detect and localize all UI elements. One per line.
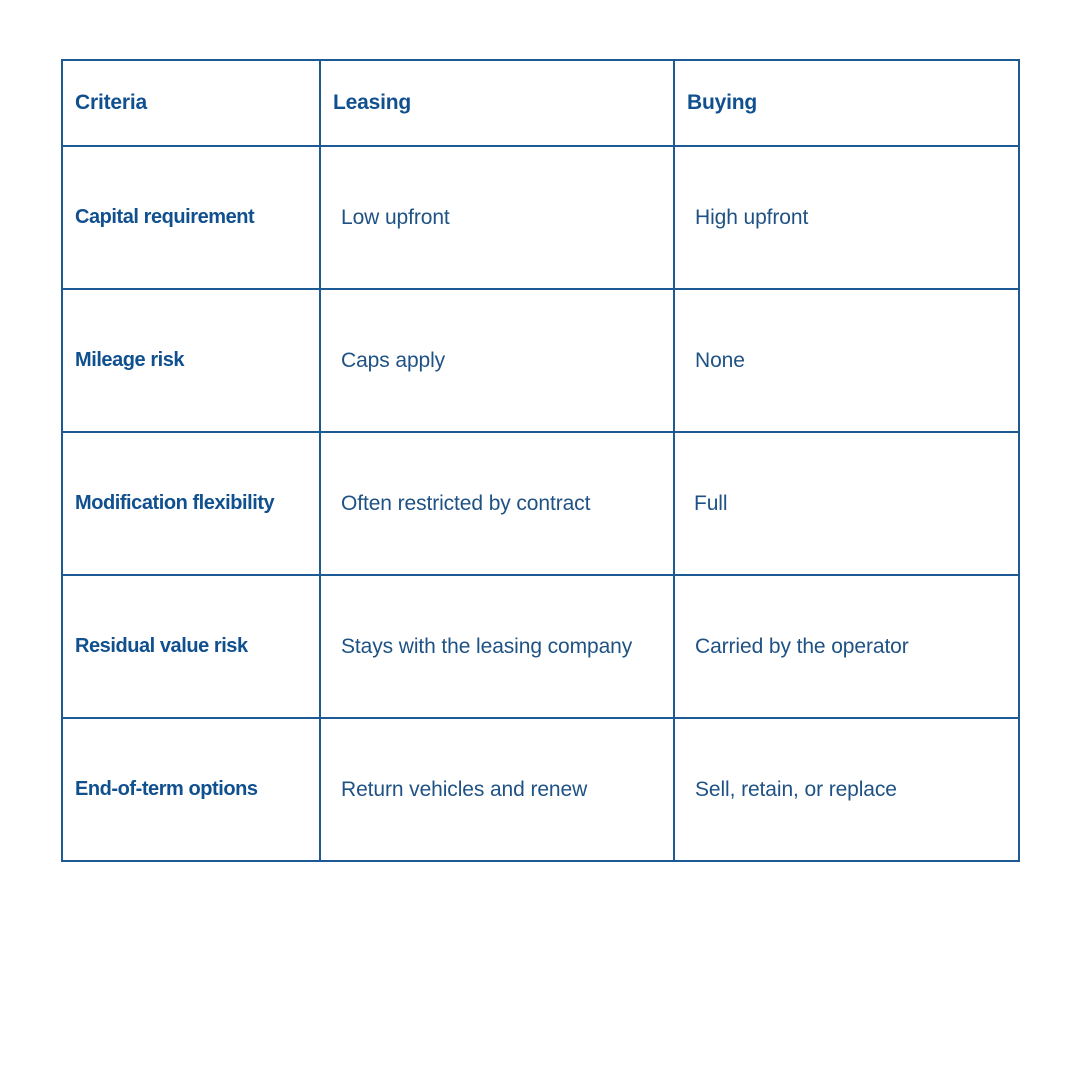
criteria-cell: [62, 718, 320, 861]
table-row: [62, 718, 1019, 861]
leasing-cell: [320, 718, 674, 861]
leasing-value: Stays with the leasing company: [341, 634, 633, 658]
column-header-leasing: [320, 60, 674, 146]
leasing-cell: [320, 575, 674, 718]
column-header-leasing-label: Leasing: [333, 91, 411, 115]
leasing-vs-buying-comparison-table: [61, 59, 1020, 862]
criteria-label: Modification flexibility: [75, 492, 275, 514]
buying-cell: [674, 146, 1019, 289]
buying-cell: [674, 289, 1019, 432]
criteria-cell: [62, 432, 320, 575]
buying-value: High upfront: [695, 205, 809, 229]
buying-value: Full: [694, 491, 728, 515]
table-row: [62, 146, 1019, 289]
column-header-criteria: [62, 60, 320, 146]
table-row: [62, 575, 1019, 718]
leasing-value: Often restricted by contract: [341, 491, 591, 515]
table-row: [62, 289, 1019, 432]
criteria-cell: [62, 289, 320, 432]
criteria-label: Residual value risk: [75, 635, 248, 657]
leasing-cell: [320, 146, 674, 289]
criteria-cell: [62, 575, 320, 718]
leasing-cell: [320, 432, 674, 575]
buying-value: None: [695, 348, 745, 372]
leasing-value: Return vehicles and renew: [341, 777, 588, 801]
column-header-buying-label: Buying: [687, 91, 757, 115]
buying-value: Sell, retain, or replace: [695, 777, 897, 801]
column-header-criteria-label: Criteria: [75, 91, 147, 115]
criteria-label: End-of-term options: [75, 778, 258, 800]
criteria-label: Mileage risk: [75, 349, 185, 371]
criteria-label: Capital requirement: [75, 206, 255, 228]
criteria-cell: [62, 146, 320, 289]
leasing-value: Caps apply: [341, 348, 446, 372]
column-header-buying: [674, 60, 1019, 146]
buying-cell: [674, 718, 1019, 861]
leasing-cell: [320, 289, 674, 432]
leasing-value: Low upfront: [341, 205, 450, 229]
table-row: [62, 432, 1019, 575]
table-header-row: [62, 60, 1019, 146]
buying-cell: [674, 575, 1019, 718]
buying-cell: [674, 432, 1019, 575]
buying-value: Carried by the operator: [695, 634, 909, 658]
